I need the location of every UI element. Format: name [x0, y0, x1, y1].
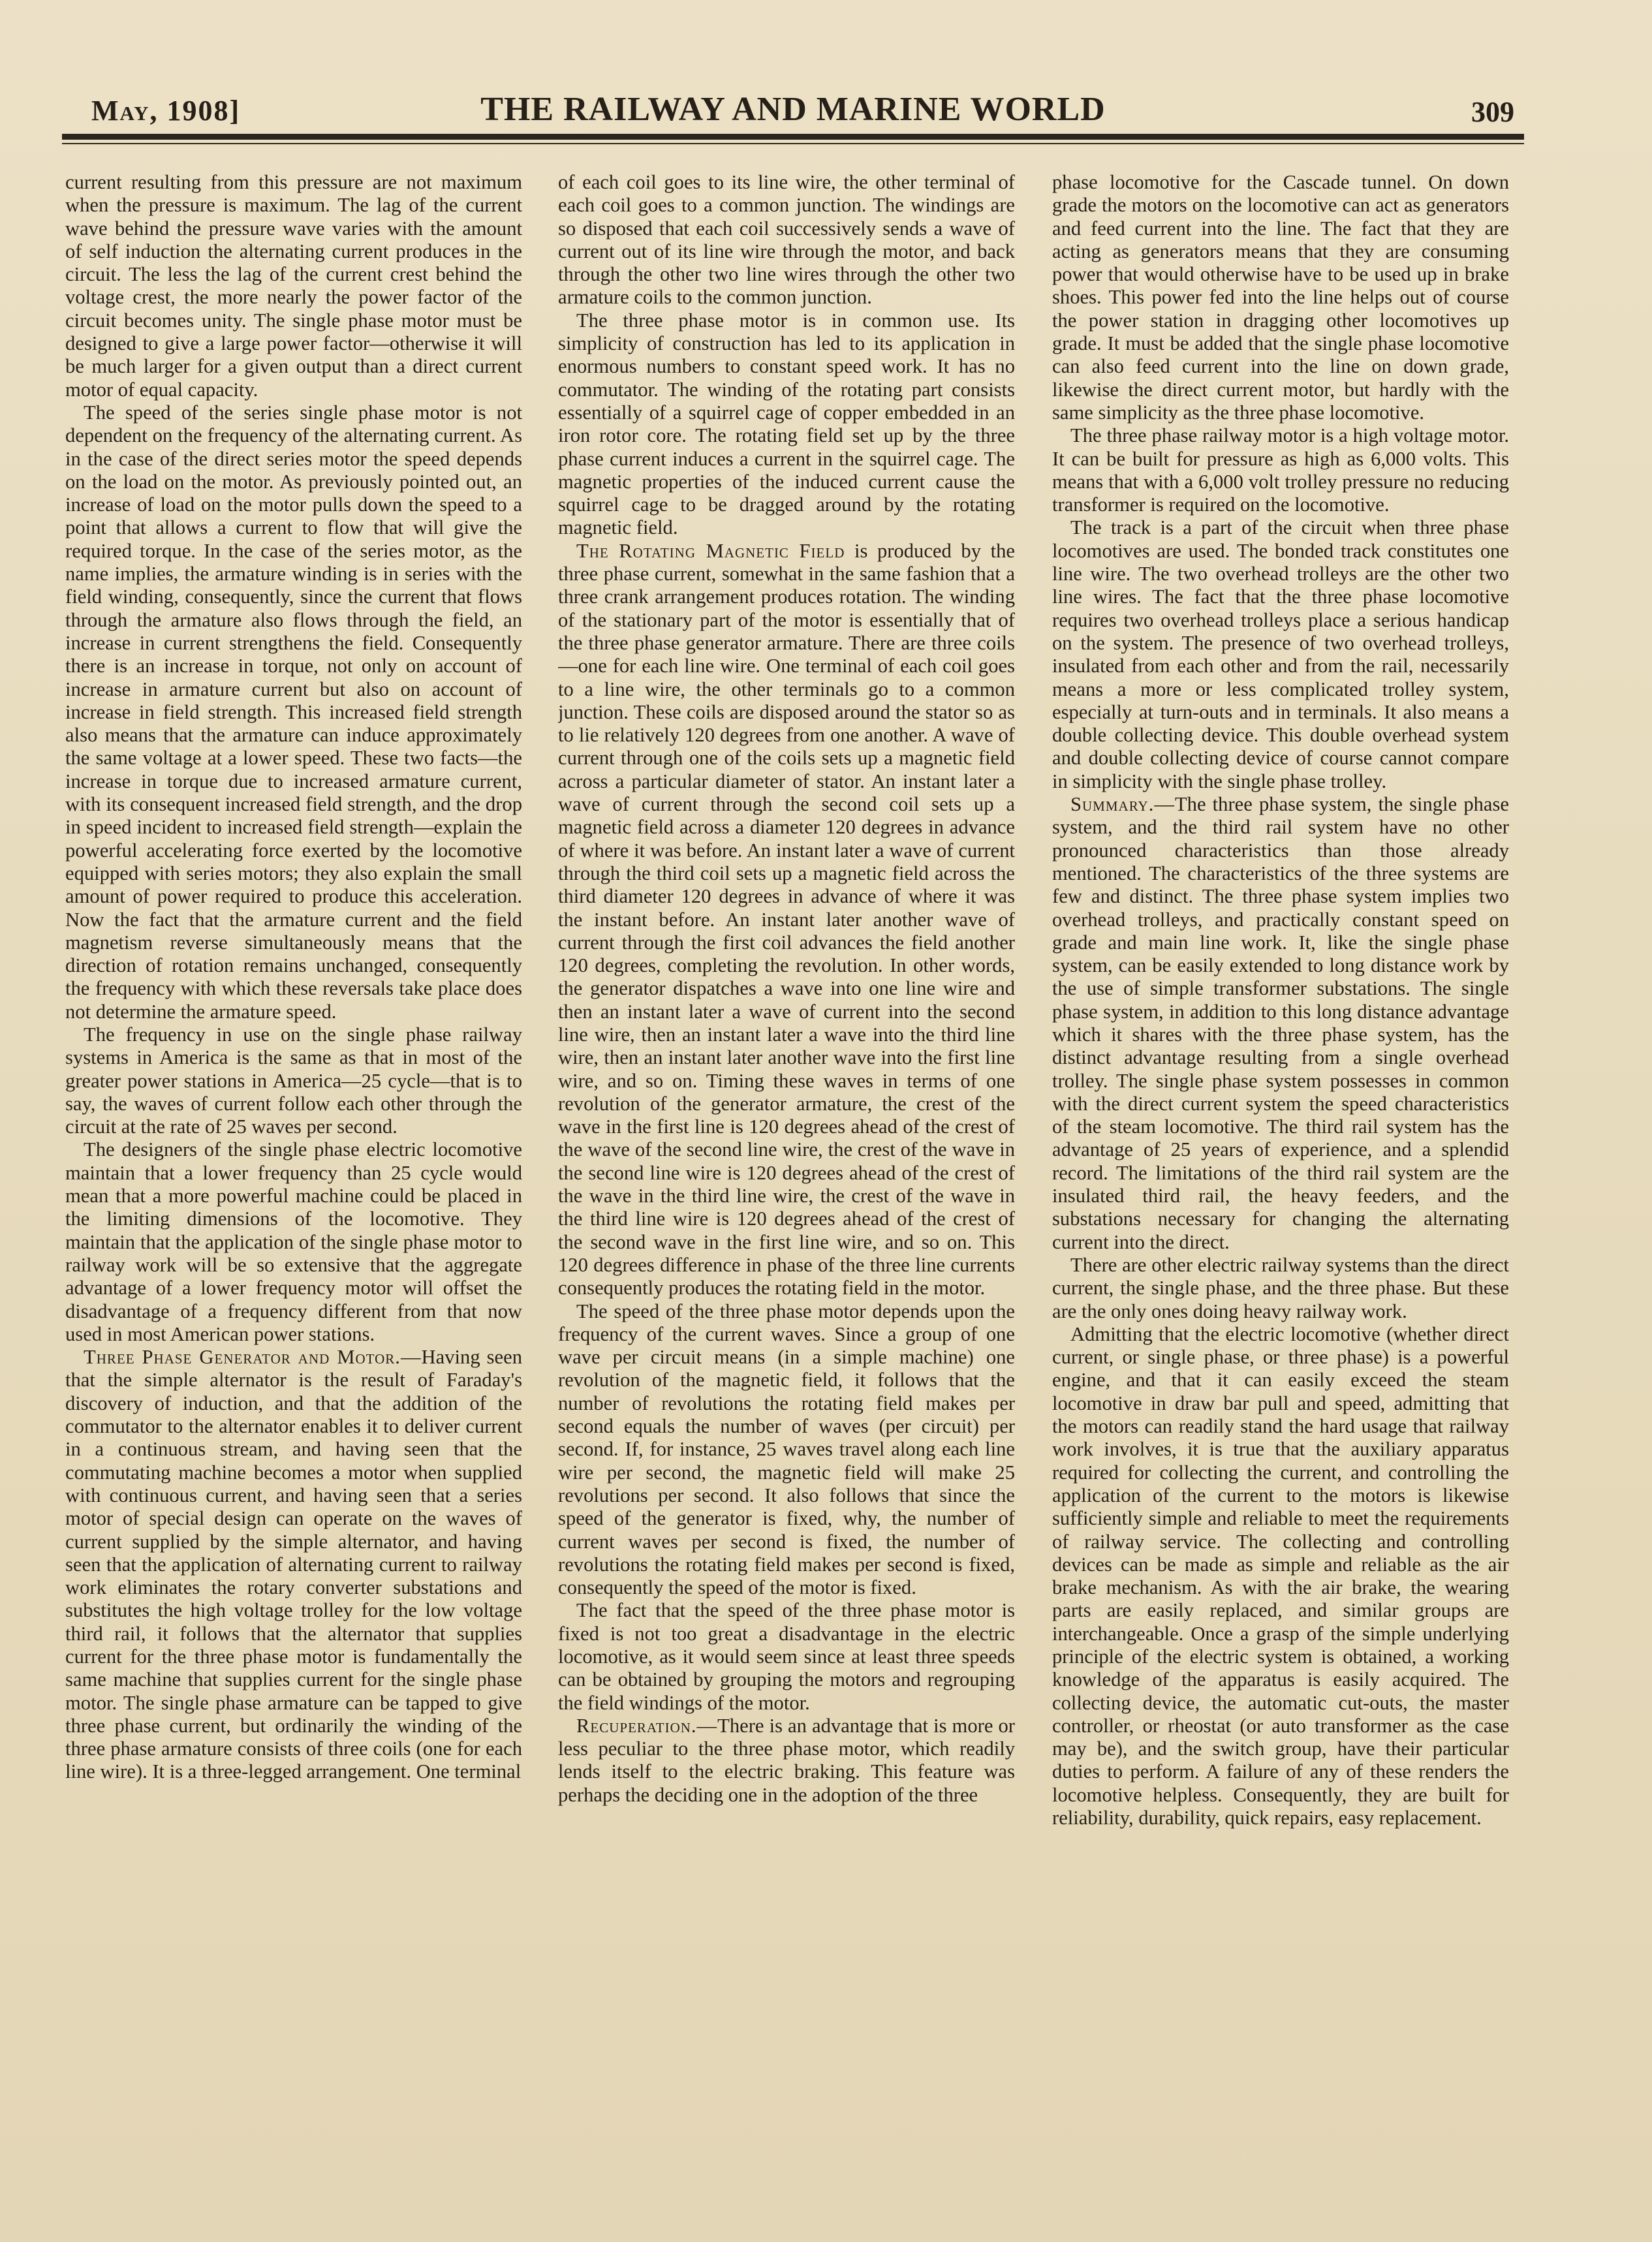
paragraph: [65, 1346, 522, 1784]
paragraph-text: is produced by the three phase current, somewhat in the same fashion that a three crank arrangement produces rotation. The winding of the stationary part of the motor is essentially that of the three phase generator armature. There are three coils—one for each line wire. One terminal of each coil goes to a line wire, the other terminals go to a common junction. These coils are disposed around the stator so as to lie relatively 120 degrees from one another. A wave of current through one of the coils sets up a magnetic field across a particular diameter of stator. An instant later a wave of current through the second coil sets up a magnetic field across a diameter 120 degrees in advance of where it was before. An instant later a wave of current through the third coil sets up a magnetic field across the third diameter 120 degrees in advance of where it was the instant before. An instant later another wave of current through the first coil advances the field another 120 degrees, completing the revolution. In other words, the generator dispatches a wave into one line wire and then an instant later a wave of current into the second line wire, then an instant later a wave into the third line wire, then an instant later another wave into the first line wire, and so on. Timing these waves in terms of one revolution of the generator armature, the crest of the wave in the first line is 120 degrees ahead of the crest of the wave of the second line wire, the crest of the wave in the second line wire is 120 degrees ahead of the crest of the wave in the third line wire, the crest of the wave in the third line wire is 120 degrees ahead of the crest of the second wave in the first line wire, and so on. This 120 degrees difference in phase of the three line currents consequently produces the rotating field in the motor.: [558, 539, 1015, 1300]
paragraph: [558, 1599, 1015, 1714]
paragraph: [1052, 424, 1509, 516]
paragraph-text: Having seen that the simple alternator is the result of Faraday's discovery of induction, and that the addition of the commutator to the alternator enables it to deliver current in a continuous stream, and having seen that the commutating machine becomes a motor when supplied with continuous current, and having seen that a series motor of special design can operate on the waves of current supplied by the simple alternator, and having seen that the application of alternating current to railway work eliminates the rotary converter substations and substitutes the high voltage trolley for the low voltage third rail, it follows that the alternator that supplies current for the three phase motor is fundamentally the same machine that supplies current for the single phase motor. The single phase armature can be tapped to give three phase current, but ordinarily the winding of the three phase armature consists of three coils (one for each line wire). It is a three-legged arrangement. One terminal: [65, 1346, 522, 1783]
paragraph-text: The speed of the three phase motor depends upon the frequency of the current waves. Since a group of one wave per circuit means (in a simple machine) one revolution of the magnetic field, it follows that the number of revolutions the rotating field makes per second equals the number of waves (per circuit) per second. If, for instance, 25 waves travel along each line wire per second, the magnetic field will make 25 revolutions per second. It also follows that since the speed of the generator is fixed, why, the number of current waves per second is fixed, the number of revolutions the rotating field makes per second is fixed, consequently the speed of the motor is fixed.: [558, 1300, 1015, 1599]
header-rule-thick: [62, 134, 1524, 140]
section-heading: Summary.—: [1070, 793, 1175, 816]
paragraph: [558, 1715, 1015, 1807]
paragraph-text: The designers of the single phase electric locomotive maintain that a lower frequency than 25 cycle would mean that a more powerful machine could be placed in the limiting dimensions of the locomotive. They maintain that the application of the single phase motor to railway work will be so extensive that the aggregate advantage of a lower frequency motor will offset the disadvantage of a frequency different from that now used in most American power stations.: [65, 1138, 522, 1345]
paragraph-text: There are other electric railway systems than the direct current, the single phase, and the three phase. But these are the only ones doing heavy railway work.: [1052, 1253, 1509, 1322]
page-number: 309: [1471, 96, 1514, 128]
page-header: [65, 90, 1521, 136]
paragraph-text: The three phase motor is in common use. Its simplicity of construction has led to its application in enormous numbers to constant speed work. It has no commutator. The winding of the rotating part consists essentially of a squirrel cage of copper embedded in an iron rotor core. The rotating field set up by the three phase current induces a current in the squirrel cage. The magnetic properties of the induced current cause the squirrel cage to be dragged around by the rotating magnetic field.: [558, 309, 1015, 539]
paragraph-text: The track is a part of the circuit when three phase locomotives are used. The bonded track constitutes one line wire. The two overhead trolleys are the other two line wires. The fact that the three phase locomotive requires two overhead trolleys place a serious handicap on the system. The presence of two overhead trolleys, insulated from each other and from the rail, necessarily means a more or less complicated trolley system, especially at turn-outs and in terminals. It also means a double collecting device. This double overhead system and double collecting device of course cannot compare in simplicity with the single phase trolley.: [1052, 516, 1509, 792]
paragraph-text: The frequency in use on the single phase railway systems in America is the same as that in most of the greater power stations in America—25 cycle—that is to say, the waves of current follow each other through the circuit at the rate of 25 waves per second.: [65, 1023, 522, 1138]
paragraph-text: The three phase system, the single phase system, and the third rail system have no other pronounced characteristics than those already mentioned. The characteristics of the three systems are few and distinct. The three phase system implies two overhead trolleys, and practically constant speed on grade and main line work. It, like the single phase system, can be easily extended to long distance work by the use of simple transformer substations. The single phase system, in addition to this long distance advantage which it shares with the three phase system, has the distinct advantage resulting from a single overhead trolley. The single phase system possesses in common with the direct current system the speed characteristics of the steam locomotive. The third rail system has the advantage of 25 years of experience, and a splendid record. The limitations of the third rail system are the insulated third rail, the heavy feeders, and the substations necessary for changing the alternating current into the direct.: [1052, 793, 1509, 1253]
paragraph: [1052, 793, 1509, 1254]
paragraph-text: current resulting from this pressure are not maximum when the pressure is maximum. The lag of the current wave behind the pressure wave varies with the amount of self induction the alternating current produces in the circuit. The less the lag of the current crest behind the voltage crest, the more nearly the power factor of the circuit becomes unity. The single phase motor must be designed to give a large power factor—otherwise it will be much larger for a given output than a direct current motor of equal capacity.: [65, 171, 522, 401]
section-heading: The Rotating Magnetic Field: [576, 539, 845, 562]
issue-date: May, 1908]: [91, 95, 241, 127]
paragraph: [558, 171, 1015, 309]
text-column-1: [65, 171, 522, 2188]
paragraph: [65, 171, 522, 401]
paragraph: [558, 540, 1015, 1300]
text-column-2: [558, 171, 1015, 2188]
publication-title: THE RAILWAY AND MARINE WORLD: [480, 91, 1106, 128]
paragraph-text: The three phase railway motor is a high voltage motor. It can be built for pressure as high as 6,000 volts. This means that with a 6,000 volt trolley pressure no reducing transformer is required on the locomotive.: [1052, 424, 1509, 516]
paragraph-text: There is an advantage that is more or less peculiar to the three phase motor, which readily lends itself to the electric braking. This feature was perhaps the deciding one in the adoption of the three: [558, 1714, 1015, 1806]
paragraph: [1052, 516, 1509, 793]
paragraph: [1052, 1323, 1509, 1830]
text-column-3: [1052, 171, 1509, 2188]
paragraph-text: The speed of the series single phase motor is not dependent on the frequency of the alternating current. As in the case of the direct series motor the speed depends on the load on the motor. As previously pointed out, an increase of load on the motor pulls down the speed to a point that allows a current to flow that will give the required torque. In the case of the series motor, as the name implies, the armature winding is in series with the field winding, consequently, since the current that flows through the armature also flows through the field, an increase in current strengthens the field. Consequently there is an increase in torque, not only on account of increase in armature current but also on account of increase in field strength. This increased field strength also means that the armature can induce approximately the same voltage at a lower speed. These two facts—the increase in torque due to increased armature current, with its consequent increased field strength, and the drop in speed incident to increased field strength—explain the powerful accelerating force exerted by the locomotive equipped with series motors; they also explain the small amount of power required to produce this acceleration. Now the fact that the armature current and the field magnetism reverse simultaneously means that the direction of rotation remains unchanged, consequently the frequency with which these reversals take place does not determine the armature speed.: [65, 401, 522, 1023]
paragraph: [1052, 171, 1509, 424]
paragraph: [65, 1138, 522, 1346]
paragraph-text: Admitting that the electric locomotive (whether direct current, or single phase, or three phase) is a powerful engine, and that it can easily exceed the steam locomotive in draw bar pull and speed, admitting that the motors can readily stand the hard usage that railway work involves, it is true that the auxiliary apparatus required for collecting the current, and controlling the application of the current to the motors is likewise sufficiently simple and reliable to meet the requirements of railway service. The collecting and controlling devices can be made as simple and reliable as the air brake mechanism. As with the air brake, the wearing parts are easily replaced, and similar groups are interchangeable. Once a grasp of the simple underlying principle of the electric system is obtained, a working knowledge of the apparatus is easily acquired. The collecting device, the automatic cut-outs, the master controller, or rheostat (or auto transformer as the case may be), and the switch group, have their particular duties to perform. A failure of any of these renders the locomotive helpless. Consequently, they are built for reliability, durability, quick repairs, easy replacement.: [1052, 1322, 1509, 1829]
paragraph: [65, 401, 522, 1023]
paragraph: [1052, 1254, 1509, 1323]
section-heading: Three Phase Generator and Motor.—: [84, 1346, 422, 1369]
paragraph-text: of each coil goes to its line wire, the other terminal of each coil goes to a common junction. The windings are so disposed that each coil successively sends a wave of current out of its line wire through the motor, and back through the other two line wires through the other two armature coils to the common junction.: [558, 171, 1015, 309]
paragraph: [65, 1023, 522, 1138]
paragraph-text: The fact that the speed of the three phase motor is fixed is not too great a disadvantage in the electric locomotive, as it would seem since at least three speeds can be obtained by grouping the motors and regrouping the field windings of the motor.: [558, 1599, 1015, 1714]
paragraph: [558, 309, 1015, 540]
header-rule-thin: [62, 143, 1524, 144]
paragraph: [558, 1300, 1015, 1600]
paragraph-text: phase locomotive for the Cascade tunnel. On down grade the motors on the locomotive can act as generators and feed current into the line. The fact that they are acting as generators means that they are consuming power that would otherwise have to be used up in brake shoes. This power fed into the line helps out of course the power station in dragging other locomotives up grade. It must be added that the single phase locomotive can also feed current into the line on down grade, likewise the direct current motor, but hardly with the same simplicity as the three phase locomotive.: [1052, 171, 1509, 424]
section-heading: Recuperation.—: [576, 1714, 718, 1737]
